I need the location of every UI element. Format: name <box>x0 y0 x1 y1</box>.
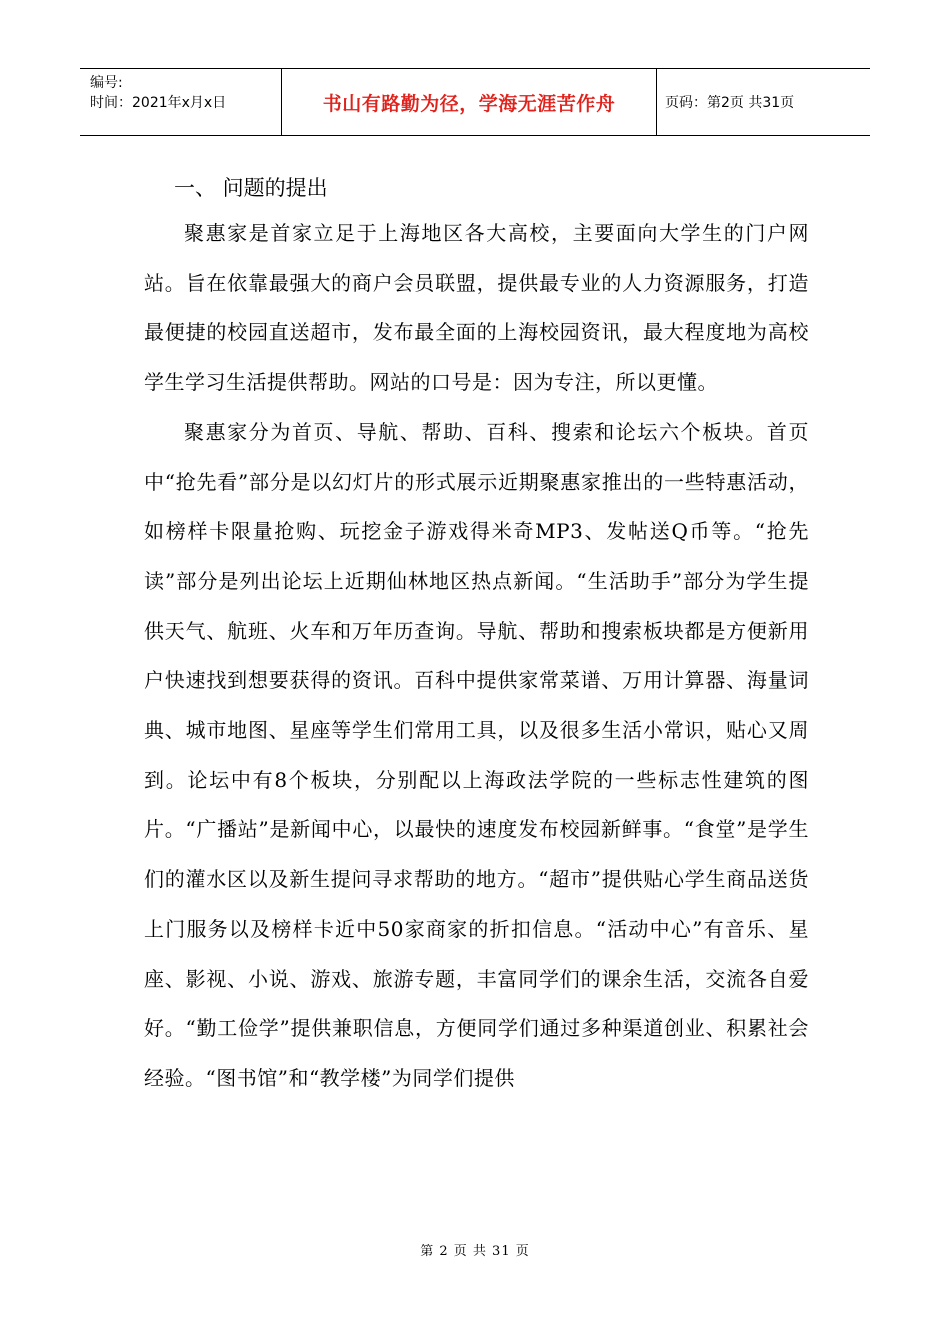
page-footer: 第 2 页 共 31 页 <box>420 1244 530 1259</box>
body-paragraph: 聚惠家是首家立足于上海地区各大高校，主要面向大学生的门户网站。旨在依靠最强大的商户会员联盟，提供最专业的人力资源服务，打造最便捷的校园直送超市，发布最全面的上海校园资讯，最大程度地为高校学生学习生活提供帮助。网站的口号是：因为专注，所以更懂。 <box>144 221 809 395</box>
section-heading: 一、 问题的提出 <box>174 176 328 200</box>
header-motto: 书山有路勤为径，学海无涯苦作舟 <box>282 69 657 135</box>
body-paragraph: 聚惠家分为首页、导航、帮助、百科、搜索和论坛六个板块。首页中“抢先看”部分是以幻灯片的形式展示近期聚惠家推出的一些特惠活动，如榜样卡限量抢购、玩挖金子游戏得米奇MP3、发帖送Q币等。“抢先读”部分是列出论坛上近期仙林地区热点新闻。“生活助手”部分为学生提供天气、航班、火车和万年历查询。导航、帮助和搜索板块都是方便新用户快速找到想要获得的资讯。百科中提供家常菜谱、万用计算器、海量词典、城市地图、星座等学生们常用工具，以及很多生活小常识，贴心又周到。论坛中有8个板块，分别配以上海政法学院的一些标志性建筑的图片。“广播站”是新闻中心，以最快的速度发布校园新鲜事。“食堂”是学生们的灌水区以及新生提问寻求帮助的地方。“超市”提供贴心学生商品送货上门服务以及榜样卡近中50家商家的折扣信息。“活动中心”有音乐、星座、影视、小说、游戏、旅游专题，丰富同学们的课余生活，交流各自爱好。“勤工俭学”提供兼职信息，方便同学们通过多种渠道创业、积累社会经验。“图书馆”和“教学楼”为同学们提供 <box>144 419 809 1090</box>
document-number-label: 编号: <box>90 75 123 91</box>
header-page-code: 页码：第2页 共31页 <box>665 95 795 111</box>
document-body <box>144 168 809 1104</box>
header-meta-cell <box>80 69 282 135</box>
document-header <box>80 68 870 136</box>
document-date: 时间：2021年x月x日 <box>90 95 227 111</box>
